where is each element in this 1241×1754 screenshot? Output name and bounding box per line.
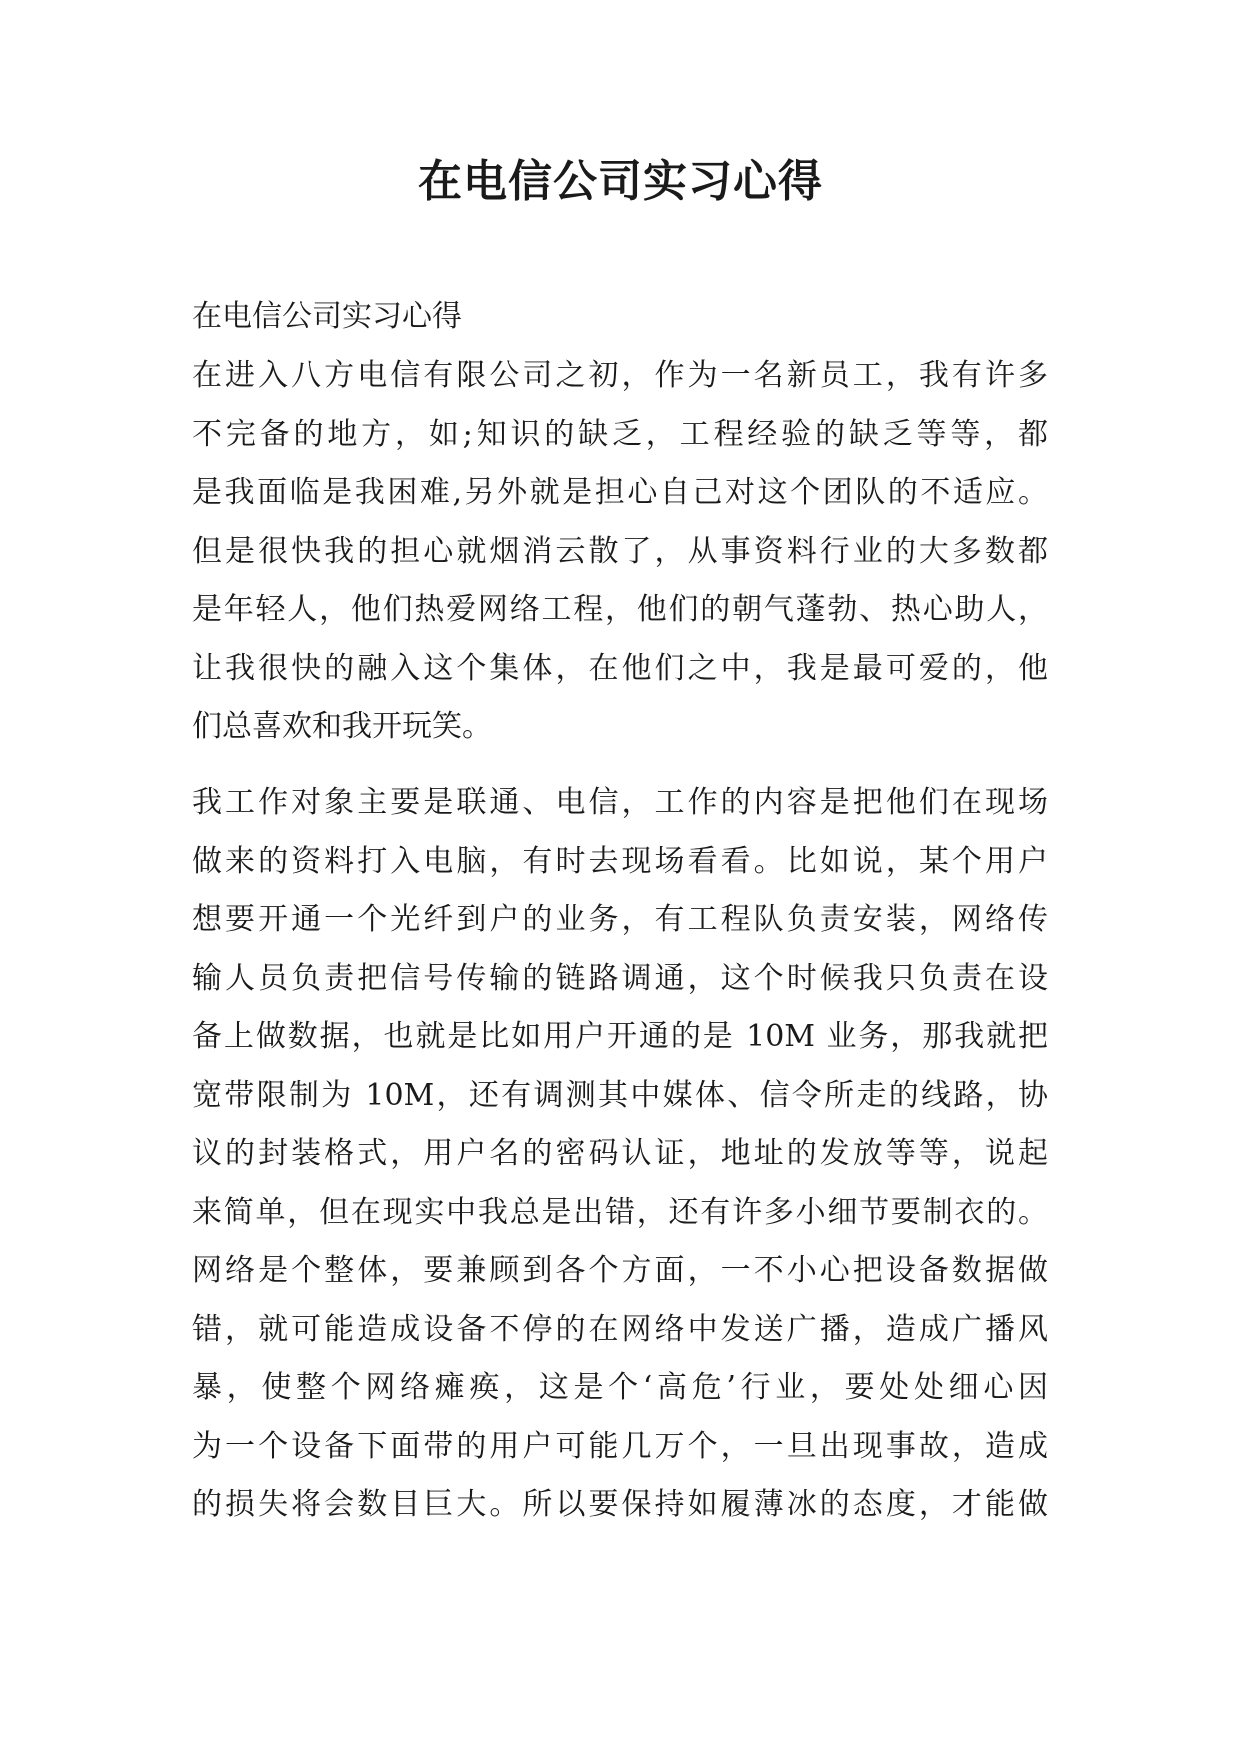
- paragraph-line: 暴，使整个网络瘫痪，这是个‘高危’行业，要处处细心因: [192, 1370, 1048, 1405]
- paragraph-line: 备上做数据，也就是比如用户开通的是 10M 业务，那我就把: [192, 1019, 1048, 1054]
- paragraph-line: 宽带限制为 10M，还有调测其中媒体、信令所走的线路，协: [192, 1077, 1048, 1113]
- paragraph-line: 我工作对象主要是联通、电信，工作的内容是把他们在现场: [192, 785, 1048, 820]
- page-title: 在电信公司实习心得: [418, 156, 823, 207]
- paragraph-line: 是我面临是我困难,另外就是担心自己对这个团队的不适应。: [192, 475, 1048, 510]
- paragraph-line: 输人员负责把信号传输的链路调通，这个时候我只负责在设: [192, 960, 1048, 996]
- paragraph-line: 为一个设备下面带的用户可能几万个，一旦出现事故，造成: [192, 1428, 1048, 1464]
- paragraph-line: 议的封装格式，用户名的密码认证，地址的发放等等，说起: [192, 1136, 1048, 1171]
- paragraph-line: 在进入八方电信有限公司之初，作为一名新员工，我有许多: [192, 358, 1048, 393]
- paragraph-line: 的损失将会数目巨大。所以要保持如履薄冰的态度，才能做: [192, 1487, 1048, 1522]
- document-subtitle: 在电信公司实习心得: [192, 299, 462, 334]
- paragraph-line: 错，就可能造成设备不停的在网络中发送广播，造成广播风: [192, 1311, 1048, 1347]
- paragraph-line: 网络是个整体，要兼顾到各个方面，一不小心把设备数据做: [192, 1253, 1048, 1288]
- paragraph-line: 做来的资料打入电脑，有时去现场看看。比如说，某个用户: [192, 843, 1048, 879]
- paragraph-line: 让我很快的融入这个集体，在他们之中，我是最可爱的，他: [192, 650, 1048, 686]
- paragraph-line: 们总喜欢和我开玩笑。: [192, 709, 492, 744]
- paragraph-line: 不完备的地方，如;知识的缺乏，工程经验的缺乏等等，都: [192, 416, 1048, 452]
- paragraph-line: 想要开通一个光纤到户的业务，有工程队负责安装，网络传: [192, 902, 1048, 937]
- paragraph-line: 但是很快我的担心就烟消云散了，从事资料行业的大多数都: [192, 533, 1048, 569]
- paragraph-1: [192, 347, 1048, 757]
- paragraph-line: 来简单，但在现实中我总是出错，还有许多小细节要制衣的。: [192, 1194, 1048, 1230]
- paragraph-2: [192, 774, 1048, 1535]
- paragraph-line: 是年轻人，他们热爱网络工程，他们的朝气蓬勃、热心助人，: [192, 592, 1048, 627]
